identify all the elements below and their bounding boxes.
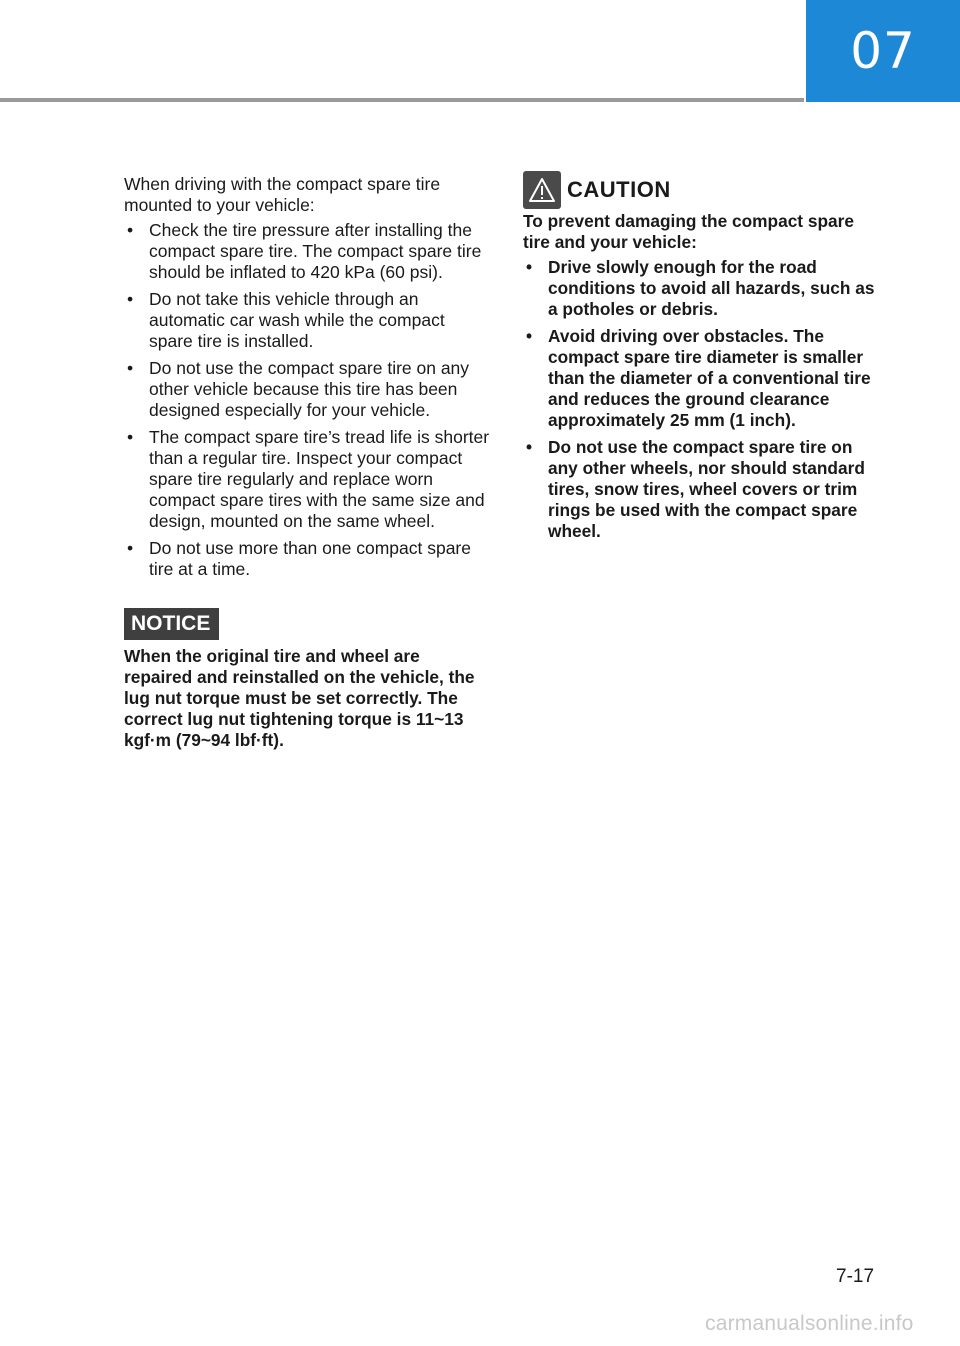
watermark: carmanualsonline.info (705, 1312, 914, 1335)
list-item (523, 437, 883, 542)
list-item-text: Avoid driving over obstacles. The compact spare tire diameter is smaller than the diameter of a conventional tire and reduces the ground clearance approximately 25 mm (1 inch). (548, 326, 871, 430)
bullet-dot: • (127, 289, 134, 309)
compact-spare-bullet-list (124, 220, 490, 580)
list-item (124, 427, 490, 532)
warning-triangle-icon (523, 171, 561, 209)
page-number: 7-17 (836, 1266, 875, 1287)
caution-intro: To prevent damaging the compact spare tire and your vehicle: (523, 211, 854, 252)
list-item (124, 220, 490, 283)
caution-bullet-list (523, 257, 883, 542)
chapter-number: 07 (850, 22, 916, 80)
list-item (523, 326, 883, 431)
bullet-dot: • (526, 437, 533, 457)
list-item-text: Drive slowly enough for the road conditions to avoid all hazards, such as a potholes or debris. (548, 257, 875, 319)
list-item-text: Check the tire pressure after installing the compact spare tire. The compact spare tire should be inflated to 420 kPa (60 psi). (149, 220, 482, 282)
list-item (124, 358, 490, 421)
list-item (124, 289, 490, 352)
list-item-text: The compact spare tire’s tread life is shorter than a regular tire. Inspect your compact spare tire regularly and replace worn compact spare tires with the same size and design, mounted on the same wheel. (149, 427, 490, 531)
right-column (523, 174, 883, 548)
chapter-tab (806, 0, 960, 102)
left-column (124, 174, 490, 751)
caution-title: CAUTION (567, 177, 671, 202)
bullet-dot: • (127, 538, 134, 558)
bullet-dot: • (127, 427, 134, 447)
bullet-dot: • (127, 358, 134, 378)
caution-header (523, 171, 883, 209)
bullet-dot: • (127, 220, 134, 240)
notice-badge: NOTICE (124, 608, 219, 640)
list-item-text: Do not take this vehicle through an automatic car wash while the compact spare tire is installed. (149, 289, 445, 351)
header-rule (0, 98, 804, 102)
list-item (523, 257, 883, 320)
notice-text: When the original tire and wheel are repaired and reinstalled on the vehicle, the lug nut torque must be set correctly. The correct lug nut tightening torque is 11~13 kgf·m (79~94 lbf·ft). (124, 646, 475, 750)
bullet-dot: • (526, 326, 533, 346)
compact-spare-intro: When driving with the compact spare tire mounted to your vehicle: (124, 174, 441, 215)
list-item-text: Do not use more than one compact spare tire at a time. (149, 538, 471, 579)
bullet-dot: • (526, 257, 533, 277)
list-item (124, 538, 490, 580)
list-item-text: Do not use the compact spare tire on any other vehicle because this tire has been designed especially for your vehicle. (149, 358, 470, 420)
list-item-text: Do not use the compact spare tire on any other wheels, nor should standard tires, snow tires, wheel covers or trim rings be used with the compact spare wheel. (548, 437, 865, 541)
